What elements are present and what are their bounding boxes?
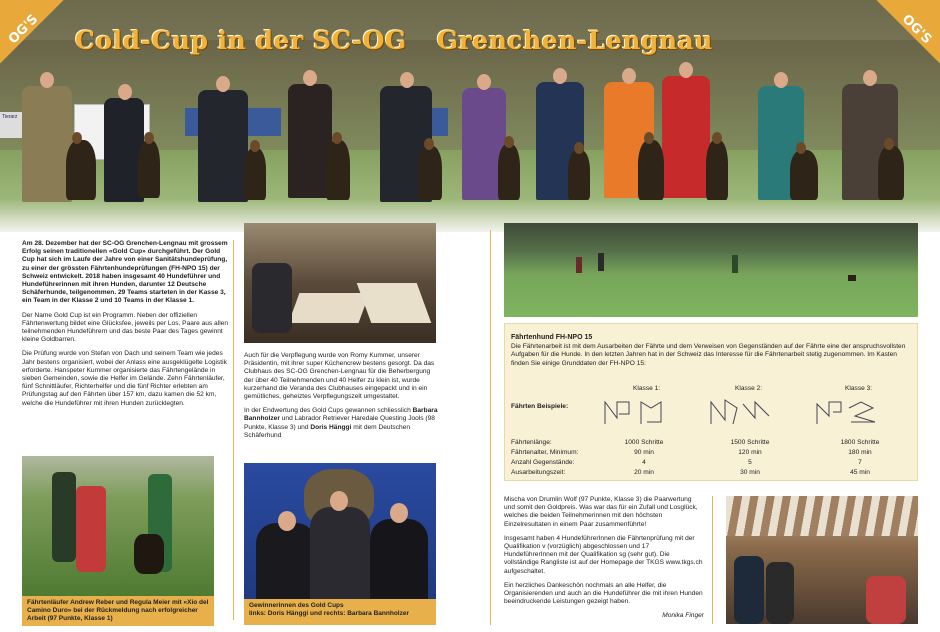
- row-value: 90 min: [634, 449, 654, 456]
- class-1-label: Klasse 1:: [633, 385, 661, 392]
- info-box-description: Die Fährtenarbeit ist mit dem Ausarbeiten der Fährte und dem Verweisen von Gegenständen auf der Fährte eine der anspruchsvollsten Aufgaben für die Hunde. In den letzten Jahren hat in der Schweiz das Interesse für die Fährtenarbeit stetig zugenommen. Im Kasten finden Sie einige Grunddaten der FH-NPO 15:: [511, 343, 906, 367]
- row-label: Anzahl Gegenstände:: [511, 459, 575, 466]
- photo-winners: [244, 463, 436, 599]
- track-diagram-class-3: [815, 398, 877, 426]
- row-value: 20 min: [634, 469, 654, 476]
- row-value: 4: [642, 459, 646, 466]
- corner-badge-left: OG'S: [0, 0, 64, 64]
- row-label: Fährtenlänge:: [511, 439, 552, 446]
- row-value: 120 min: [738, 449, 762, 456]
- row-value: 1000 Schritte: [624, 439, 664, 446]
- photo-field: [504, 223, 918, 317]
- photo-trackers: [22, 456, 214, 596]
- paragraph: Ein herzliches Dankeschön nochmals an alle Helfer, die Organisierenden und auch an die Hundeführer die mit ihren Hunden beeindruckende Leistungen gezeigt haben.: [504, 581, 703, 606]
- banner-sign: Tierarz: [0, 112, 26, 138]
- class-3-label: Klasse 3:: [845, 385, 873, 392]
- info-box-title: Fährtenhund FH-NPO 15: [511, 334, 593, 341]
- column-1: [22, 240, 228, 414]
- row-value: 30 min: [740, 469, 760, 476]
- row-label: Ausarbeitungszeit:: [511, 469, 566, 476]
- paragraph: Mischa von Drumlin Wolf (97 Punkte, Klasse 3) die Paarwertung und somit den Goldpreis. Was war das für ein Zufall und Losglück, welches die beiden Teilnehmerinnen mit den höchsten Einzelresultaten in einem Paar zusammenführte!: [504, 496, 698, 528]
- photo-caption: Gewinnerinnen des Gold Cups links: Doris Hänggi und rechts: Barbara Bannholzer: [244, 599, 436, 625]
- examples-label: Fährten Beispiele:: [511, 403, 569, 410]
- track-diagram-class-1: [603, 398, 665, 426]
- column-2: [244, 352, 438, 446]
- track-diagram-class-2: [709, 398, 771, 426]
- paragraph: Der Name Gold Cup ist ein Programm. Neben der offiziellen Fährtenwertung bildet eine Glücksfee, jeweils per Los, Paare aus allen teilnehmenden Hundeführern und das beste Paar des Tages gewinnt kleine Goldbarren.: [22, 311, 228, 344]
- paragraph: Auch für die Verpflegung wurde von Romy Kummer, unserer Präsidentin, mit ihrer super Küchencrew bestens gesorgt. Da das Clubhaus des SC-OG Grenchen-Lengnau für die Beherbergung der über 40 Teilnehmenden und 40 Helfer zu klein ist, wurde kurzerhand die Veranda des Clubhauses eingepackt und in ein gemütliches, geheiztes Verpflegungszelt umgestaltet.: [244, 352, 435, 401]
- row-value: 7: [858, 459, 862, 466]
- row-value: 45 min: [850, 469, 870, 476]
- paragraph: In der Endwertung des Gold Cups gewannen schliesslich Barbara Bannholzer und Labrador Retriever Haredale Questing Jools (98 Punkte, Klasse 3) und Doris Hänggi mit dem Deutschen Schäferhund: [244, 407, 438, 439]
- row-value: 1800 Schritte: [840, 439, 880, 446]
- class-2-label: Klasse 2:: [735, 385, 763, 392]
- column-3: [504, 496, 704, 627]
- intro-paragraph: Am 28. Dezember hat der SC-OG Grenchen-Lengnau mit grossem Erfolg seinen traditionellen «Gold Cup» durchgeführt. Der Gold Cup hat sich im Laufe der Jahre von einer Sanitätshundeprüfung, zu einer der grössten Fährtenhundeprüfungen (FH-NPO 15) der Schweiz entwickelt. 2018 haben insgesamt 40 Hundeführer und Hundeführerinnen mit ihren Hunden, darunter 12 Deutsche Schäferhunde, teilgenommen. 29 Teams starteten in der Kasse 3, ein Team in der Klasse 2 und 10 Teams in der Klasse 1.: [22, 240, 228, 305]
- row-label: Fährtenalter, Minimum:: [511, 449, 579, 456]
- author: Monika Finger: [662, 612, 704, 620]
- page-title: Cold-Cup in der SC-OG Grenchen-Lengnau: [75, 26, 713, 55]
- photo-caption: Fährtenläufer Andrew Reber und Regula Meier mit «Xio del Camino Duro» bei der Rückmeldung nach erfolgreicher Arbeit (97 Punkte, Klasse 1): [22, 596, 214, 626]
- paragraph: Die Prüfung wurde von Stefan von Dach und seinem Team wie jedes Jahr bestens organisiert, wobei der Anlass eine ausgeklügelte Logistik erforderte. Hanspeter Kummer organisierte das Fährtengelände in sieben Gemeinden, sowie die Helfer im Gelände. Zehn Fährtenläufer, fünf Schnittläufer, Richterhelfer und die fünf Richter erlebten am Prüfungstag auf den Fährten über 157 km, dazu kamen die 52 km, welche die Hundeführer mit ihren Hunden zurücklegten.: [22, 350, 227, 407]
- photo-clubhouse: [244, 223, 436, 343]
- paragraph: Insgesamt haben 4 HundeführerInnen die Fährtenprüfung mit der Qualifikation v (vorzüglich) abgeschlossen und 17 HundeführerInnen mit der Qualifikation sg (sehr gut). Die vollständige Rangliste ist auf der Homepage der TKGS www.tkgs.ch aufgeschaltet.: [504, 534, 703, 575]
- row-value: 5: [748, 459, 752, 466]
- photo-veranda: [726, 496, 918, 624]
- row-value: 180 min: [848, 449, 872, 456]
- info-box-fh-npo-15: [504, 323, 918, 481]
- row-value: 1500 Schritte: [730, 439, 770, 446]
- corner-badge-right: OG'S: [876, 0, 940, 64]
